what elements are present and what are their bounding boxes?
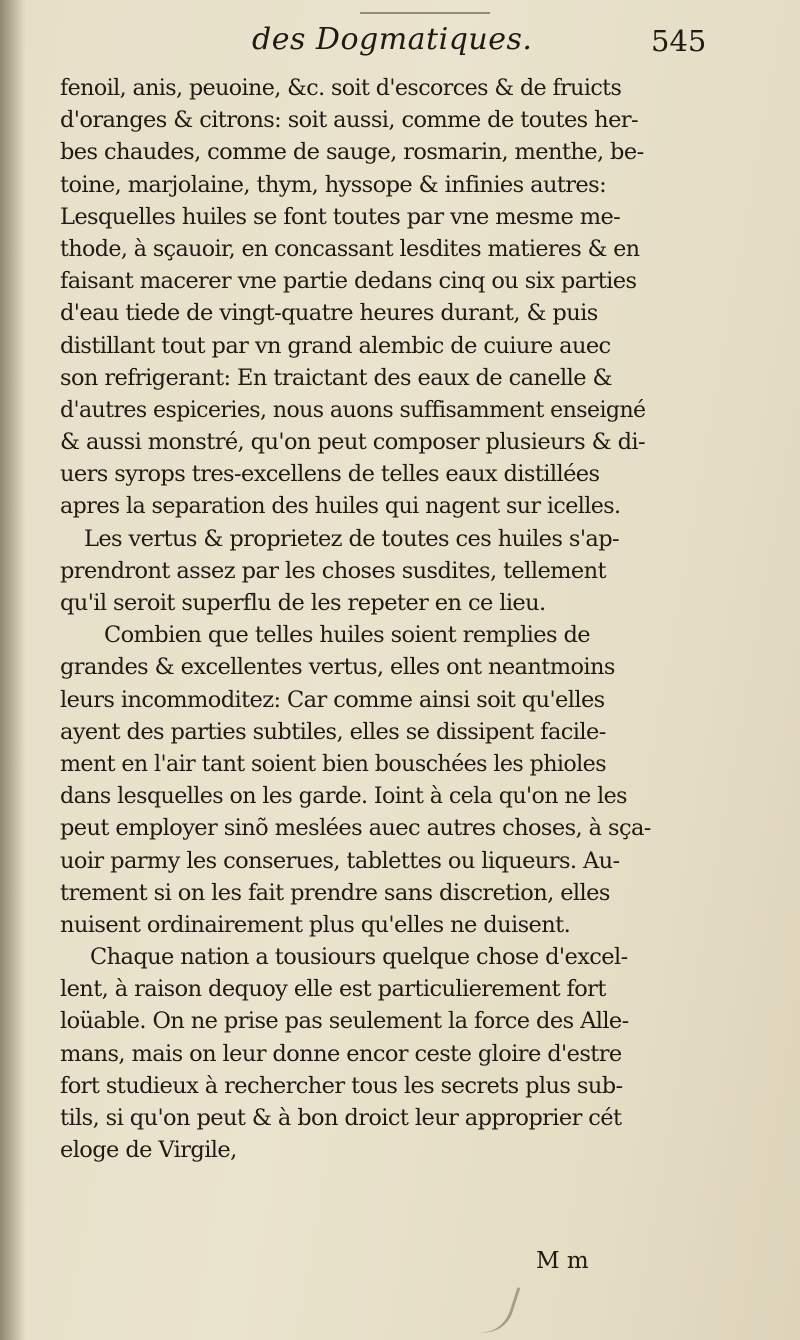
text-line: distillant tout par vn grand alembic de cuiure auec	[60, 332, 611, 359]
ink-stroke-mark	[463, 1275, 521, 1340]
text-line: & aussi monstré, qu'on peut composer plusieurs & di-	[60, 429, 646, 456]
body-text	[60, 72, 710, 1166]
text-line: loüable. On ne prise pas seulement la force des Alle-	[60, 1008, 629, 1035]
text-line: mans, mais on leur donne encor ceste gloire d'estre	[60, 1040, 622, 1067]
text-line: ment en l'air tant soient bien bouschées les phioles	[60, 750, 606, 777]
text-line: d'autres espiceries, nous auons suffisamment enseigné	[60, 396, 646, 423]
text-line: trement si on les fait prendre sans discretion, elles	[60, 879, 610, 906]
text-line: uers syrops tres-excellens de telles eaux distillées	[60, 461, 600, 488]
text-line: son refrigerant: En traictant des eaux de canelle &	[60, 364, 612, 391]
text-line: uoir parmy les conserues, tablettes ou liqueurs. Au-	[60, 847, 620, 874]
text-line: lent, à raison dequoy elle est particulierement fort	[60, 976, 606, 1003]
text-line: Chaque nation a tousiours quelque chose d'excel-	[90, 944, 628, 971]
text-line: dans lesquelles on les garde. Ioint à cela qu'on ne les	[60, 783, 627, 810]
gutter-shadow	[0, 0, 26, 1340]
text-line: Combien que telles huiles soient remplies de	[104, 622, 590, 649]
text-line: leurs incommoditez: Car comme ainsi soit qu'elles	[60, 686, 605, 713]
text-line: grandes & excellentes vertus, elles ont neantmoins	[60, 654, 615, 681]
header-rule	[360, 12, 490, 14]
page-number: 545	[651, 24, 707, 58]
text-line: fenoil, anis, peuoine, &c. soit d'escorces & de fruicts	[60, 75, 622, 101]
text-line: bes chaudes, comme de sauge, rosmarin, menthe, be-	[60, 139, 644, 166]
text-line: tils, si qu'on peut & à bon droict leur approprier cét	[60, 1105, 622, 1131]
text-line: d'oranges & citrons: soit aussi, comme de toutes her-	[60, 107, 638, 134]
text-line: qu'il seroit superflu de les repeter en ce lieu.	[60, 590, 546, 616]
text-line: faisant macerer vne partie dedans cinq ou six parties	[60, 268, 637, 295]
text-line: fort studieux à rechercher tous les secrets plus sub-	[60, 1072, 623, 1099]
text-line: apres la separation des huiles qui nagent sur icelles.	[60, 493, 621, 520]
text-line: peut employer sinõ meslées auec autres choses, à sça-	[60, 815, 651, 842]
text-line: Les vertus & proprietez de toutes ces huiles s'ap-	[84, 525, 620, 552]
text-line: thode, à sçauoir, en concassant lesdites matieres & en	[60, 235, 640, 262]
text-line: nuisent ordinairement plus qu'elles ne duisent.	[60, 911, 571, 938]
text-line: toine, marjolaine, thym, hyssope & infinies autres:	[60, 171, 607, 198]
text-line: prendront assez par les choses susdites, tellement	[60, 557, 606, 584]
text-line: Lesquelles huiles se font toutes par vne mesme me-	[60, 203, 621, 230]
signature-mark: M m	[536, 1248, 589, 1274]
running-head: des Dogmatiques.	[252, 22, 533, 57]
text-line: ayent des parties subtiles, elles se dissipent facile-	[60, 718, 606, 745]
text-line: eloge de Virgile,	[60, 1137, 237, 1164]
text-line: d'eau tiede de vingt-quatre heures durant, & puis	[60, 300, 598, 327]
